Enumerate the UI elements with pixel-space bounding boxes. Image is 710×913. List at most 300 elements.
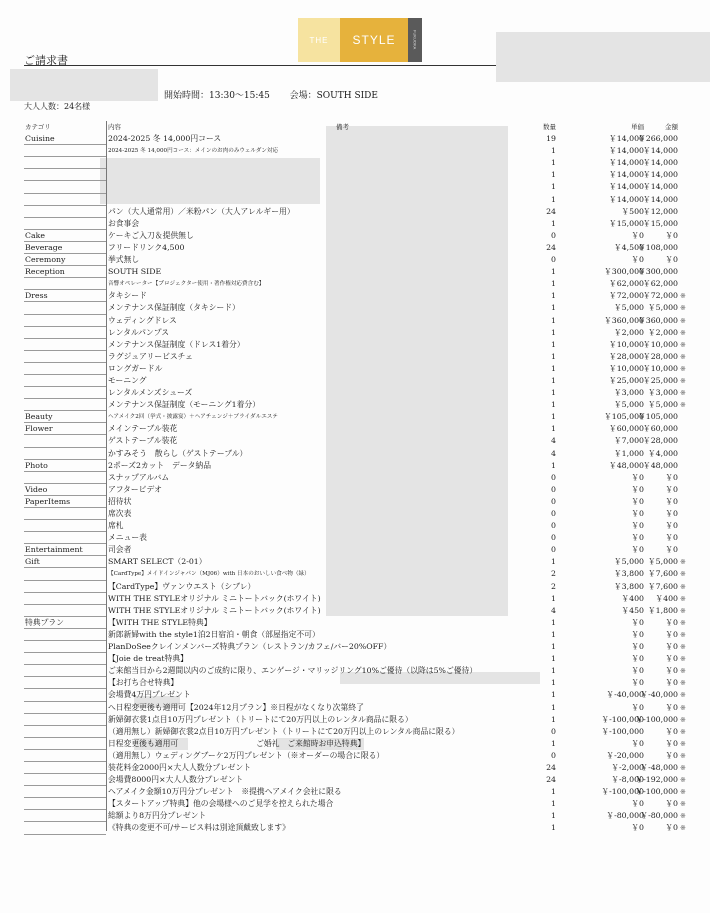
row-unit-price: ￥0: [631, 521, 644, 531]
header-qty: 数量: [543, 123, 556, 131]
row-item: 新郎新婦with the style1泊2日宿泊・朝食（部屋指定不可）: [108, 629, 320, 639]
row-category: [24, 218, 106, 230]
row-amount: ￥0: [665, 823, 678, 833]
row-item: 【CardType】メイドインジャパン（MJ06）with 日本のおいしい食べ物（緑）: [108, 571, 310, 578]
row-unit-price: ￥5,000: [613, 303, 644, 313]
row-qty: 1: [551, 460, 556, 470]
row-unit-price: ￥4,500: [613, 242, 644, 252]
row-unit-price: ￥25,000: [608, 375, 644, 385]
table-row: [24, 230, 690, 242]
row-category: [24, 653, 106, 665]
row-category: [24, 810, 106, 822]
row-mark: ※: [680, 739, 686, 748]
row-unit-price: ￥15,000: [608, 218, 644, 228]
table-row: [24, 351, 690, 363]
row-qty: 1: [551, 617, 556, 627]
row-qty: 1: [551, 738, 556, 748]
row-mark: ※: [680, 727, 686, 736]
row-qty: 1: [551, 315, 556, 325]
table-row: [24, 315, 690, 327]
row-amount: ￥0: [665, 509, 678, 518]
row-item: メンテナンス保証制度（モーニング1着分）: [108, 400, 261, 410]
table-row: [24, 278, 690, 290]
table-row: [24, 327, 690, 339]
row-qty: 1: [551, 267, 556, 277]
row-amount: ￥1,800: [647, 605, 678, 615]
row-category: [24, 315, 106, 327]
row-qty: 1: [551, 388, 556, 398]
row-amount: ￥72,000: [642, 291, 678, 301]
row-item: SOUTH SIDE: [108, 267, 162, 277]
row-category: Video: [24, 484, 106, 496]
row-category: [24, 677, 106, 689]
row-category: [24, 145, 106, 157]
row-qty: 1: [551, 279, 556, 289]
row-item: お食事会: [108, 218, 140, 228]
row-item: 司会者: [108, 545, 132, 555]
row-item: 装花料金2000円×大人人数分プレゼント: [108, 762, 252, 772]
row-unit-price: ￥-100,000: [601, 787, 644, 797]
row-amount: ￥7,600: [647, 569, 678, 579]
row-item: 【WITH THE STYLE特典】: [108, 617, 212, 627]
row-category: [24, 702, 106, 714]
row-category: Gift: [24, 556, 106, 568]
row-qty: 1: [551, 400, 556, 410]
row-amount: ￥0: [665, 702, 678, 712]
row-item: 席次表: [108, 509, 132, 518]
row-unit-price: ￥0: [631, 230, 644, 240]
row-qty: 1: [551, 629, 556, 639]
row-unit-price: ￥0: [631, 533, 644, 543]
row-qty: 1: [551, 291, 556, 301]
row-unit-price: ￥14,000: [608, 182, 644, 192]
row-unit-price: ￥-80,000: [606, 811, 644, 821]
row-unit-price: ￥2,000: [613, 327, 644, 337]
invoice-table: [24, 121, 690, 835]
table-row: [24, 689, 690, 701]
row-mark: ※: [680, 352, 686, 361]
row-unit-price: ￥0: [631, 738, 644, 748]
row-category: [24, 375, 106, 387]
table-row: [24, 181, 690, 193]
row-mark: ※: [680, 594, 686, 603]
row-unit-price: ￥72,000: [608, 291, 644, 301]
row-qty: 1: [551, 327, 556, 337]
row-item: WITH THE STYLEオリジナル ミニトートバック(ホワイト): [108, 605, 321, 615]
row-mark: ※: [680, 751, 686, 760]
row-qty: 0: [551, 545, 556, 555]
row-item: ヘアメイク2回（挙式・披露宴）＋ヘアチェンジ＋ブライダルエステ: [108, 414, 278, 421]
table-row: [24, 302, 690, 314]
row-amount: ￥-100,000: [635, 714, 678, 724]
row-unit-price: ￥1,000: [613, 448, 644, 458]
row-item: パン（大人通常用）／米粉パン（大人アレルギー用）: [108, 206, 295, 216]
row-unit-price: ￥0: [631, 255, 644, 265]
row-mark: ※: [680, 812, 686, 821]
row-category: [24, 194, 106, 206]
header-category: カテゴリ: [25, 123, 51, 131]
row-category: [24, 278, 106, 290]
row-category: 特典プラン: [24, 617, 106, 629]
row-unit-price: ￥0: [631, 654, 644, 664]
row-unit-price: ￥0: [631, 509, 644, 518]
row-amount: ￥0: [665, 738, 678, 748]
row-item: 会場費8000円×大人人数分プレゼント: [108, 775, 244, 785]
redacted-block-header: [496, 32, 710, 82]
row-category: [24, 448, 106, 460]
row-category: [24, 399, 106, 411]
row-category: Cake: [24, 230, 106, 242]
row-amount: ￥5,000: [647, 400, 678, 410]
row-unit-price: ￥60,000: [608, 424, 644, 434]
logo-main: STYLE: [340, 18, 408, 62]
row-item: ウェディングドレス: [108, 315, 177, 325]
row-qty: 1: [551, 194, 556, 204]
row-mark: ※: [680, 364, 686, 373]
row-amount: ￥28,000: [642, 436, 678, 446]
row-unit-price: ￥-40,000: [606, 690, 644, 700]
table-row: [24, 605, 690, 617]
row-qty: 0: [551, 726, 556, 736]
row-amount: ￥266,000: [637, 134, 678, 144]
row-qty: 1: [551, 412, 556, 422]
row-qty: 1: [551, 714, 556, 724]
row-item: レンタルパンプス: [108, 327, 170, 337]
row-item: 会場費4万円プレゼント: [108, 690, 191, 700]
header-note: 備考: [336, 123, 349, 131]
row-qty: 1: [551, 303, 556, 313]
row-qty: 1: [551, 339, 556, 349]
header-unit: 単価: [631, 123, 644, 131]
row-item: フリードリンク4,500: [108, 242, 185, 252]
row-unit-price: ￥500: [621, 206, 644, 216]
row-amount: ￥0: [665, 545, 678, 555]
row-mark: ※: [680, 800, 686, 809]
table-row: [24, 617, 690, 629]
table-row: [24, 218, 690, 230]
row-unit-price: ￥62,000: [608, 279, 644, 289]
table-row: [24, 786, 690, 798]
row-item: 音響オペレーター【プロジェクター使用・著作権対応費含む】: [108, 281, 265, 288]
row-mark: ※: [680, 703, 686, 712]
row-category: [24, 181, 106, 193]
row-amount: ￥0: [665, 666, 678, 676]
row-item: 2024-2025 冬 14,000円コース: [108, 134, 222, 144]
row-qty: 24: [546, 242, 556, 252]
row-mark: ※: [680, 643, 686, 652]
row-unit-price: ￥400: [621, 593, 644, 603]
row-unit-price: ￥14,000: [608, 158, 644, 168]
row-item: ヘアメイク金額10万円分プレゼント ※提携ヘアメイク会社に限る: [108, 787, 342, 797]
row-unit-price: ￥-20,000: [606, 750, 644, 760]
row-qty: 24: [546, 775, 556, 785]
row-amount: ￥0: [665, 255, 678, 265]
row-item: 挙式無し: [108, 255, 140, 265]
row-unit-price: ￥450: [621, 605, 644, 615]
row-category: [24, 714, 106, 726]
row-item: 招待状: [108, 496, 132, 506]
row-amount: ￥-192,000: [635, 775, 678, 785]
row-item: かすみそう 散らし（ゲストテーブル）: [108, 448, 248, 458]
row-amount: ￥0: [665, 642, 678, 652]
row-amount: ￥0: [665, 484, 678, 494]
row-category: [24, 762, 106, 774]
row-mark: ※: [680, 558, 686, 567]
row-qty: 1: [551, 666, 556, 676]
row-unit-price: ￥300,000: [603, 267, 644, 277]
row-qty: 0: [551, 509, 556, 518]
row-category: [24, 568, 106, 580]
row-category: [24, 581, 106, 593]
row-qty: 1: [551, 363, 556, 373]
row-unit-price: ￥5,000: [613, 557, 644, 567]
row-amount: ￥0: [665, 521, 678, 531]
row-item: 【CardType】ヴァンウエスト（シブレ）: [108, 581, 256, 591]
row-unit-price: ￥360,000: [603, 315, 644, 325]
row-unit-price: ￥14,000: [608, 170, 644, 180]
row-category: [24, 750, 106, 762]
row-unit-price: ￥3,800: [613, 581, 644, 591]
row-item: ご来館当日から2週間以内のご成約に限り、エンゲージ・マリッジリング10%ご優待（以降は5%ご優待）: [108, 666, 478, 676]
row-amount: ￥12,000: [642, 206, 678, 216]
logo-side: FUKUOKA: [408, 18, 422, 62]
row-qty: 24: [546, 762, 556, 772]
table-row: [24, 581, 690, 593]
row-category: [24, 738, 106, 750]
row-amount: ￥0: [665, 726, 678, 736]
row-qty: 0: [551, 750, 556, 760]
row-category: [24, 157, 106, 169]
row-qty: 2: [551, 569, 556, 579]
style-logo: [298, 18, 422, 62]
table-row: [24, 399, 690, 411]
table-row: [24, 423, 690, 435]
row-mark: ※: [680, 389, 686, 398]
row-amount: ￥62,000: [642, 279, 678, 289]
row-qty: 0: [551, 230, 556, 240]
row-category: [24, 605, 106, 617]
row-category: [24, 786, 106, 798]
row-qty: 1: [551, 811, 556, 821]
row-qty: 0: [551, 533, 556, 543]
row-mark: ※: [680, 376, 686, 385]
row-category: [24, 532, 106, 544]
table-row: [24, 714, 690, 726]
row-item: タキシード: [108, 291, 147, 301]
table-row: [24, 375, 690, 387]
row-item: 新婦御衣裳1点目10万円プレゼント（トリートにて20万円以上のレンタル商品に限る）: [108, 714, 413, 724]
row-category: Flower: [24, 423, 106, 435]
row-unit-price: ￥48,000: [608, 460, 644, 470]
row-qty: 1: [551, 182, 556, 192]
table-row: [24, 169, 690, 181]
row-amount: ￥0: [665, 750, 678, 760]
row-category: [24, 339, 106, 351]
row-amount: ￥0: [665, 496, 678, 506]
table-row: [24, 726, 690, 738]
row-item: WITH THE STYLEオリジナル ミニトートバック(ホワイト): [108, 593, 321, 603]
table-row: [24, 822, 690, 834]
table-row: [24, 520, 690, 532]
table-row: [24, 290, 690, 302]
row-amount: ￥0: [665, 533, 678, 543]
table-row: [24, 435, 690, 447]
table-header: [24, 121, 690, 133]
row-mark: ※: [680, 691, 686, 700]
start-time: 開始時間：13:30～15:45: [164, 91, 270, 101]
row-unit-price: ￥3,000: [613, 388, 644, 398]
row-qty: 1: [551, 146, 556, 156]
row-qty: 4: [551, 605, 556, 615]
row-amount: ￥14,000: [642, 146, 678, 156]
row-amount: ￥5,000: [647, 303, 678, 313]
row-amount: ￥14,000: [642, 194, 678, 204]
row-amount: ￥300,000: [637, 267, 678, 277]
row-category: Beauty: [24, 411, 106, 423]
row-item: 《特典の変更不可/サービス料は別途頂戴致します》: [108, 823, 290, 833]
row-qty: 24: [546, 206, 556, 216]
row-category: [24, 327, 106, 339]
row-qty: 0: [551, 496, 556, 506]
row-item: ゲストテーブル装花: [108, 436, 178, 446]
table-body: [24, 133, 690, 834]
table-row: [24, 677, 690, 689]
row-mark: ※: [680, 618, 686, 627]
row-category: [24, 641, 106, 653]
table-row: [24, 387, 690, 399]
row-unit-price: ￥0: [631, 629, 644, 639]
row-unit-price: ￥5,000: [613, 400, 644, 410]
row-qty: 1: [551, 351, 556, 361]
row-unit-price: ￥105,000: [603, 412, 644, 422]
table-row: [24, 762, 690, 774]
row-qty: 1: [551, 654, 556, 664]
row-item: メニュー表: [108, 533, 147, 543]
row-amount: ￥0: [665, 654, 678, 664]
row-item: メンテナンス保証制度（タキシード）: [108, 303, 240, 313]
row-mark: ※: [680, 630, 686, 639]
row-unit-price: ￥14,000: [608, 194, 644, 204]
row-category: [24, 689, 106, 701]
row-category: [24, 363, 106, 375]
row-item: 2ポーズ2カット データ納品: [108, 460, 212, 470]
row-unit-price: ￥-100,000: [601, 726, 644, 736]
row-amount: ￥-80,000: [640, 811, 678, 821]
row-mark: ※: [680, 763, 686, 772]
row-category: Ceremony: [24, 254, 106, 266]
row-item: スナップアルバム: [108, 472, 170, 482]
row-mark: ※: [680, 570, 686, 579]
row-mark: ※: [680, 582, 686, 591]
row-mark: ※: [680, 824, 686, 833]
row-amount: ￥0: [665, 629, 678, 639]
table-row: [24, 702, 690, 714]
row-amount: ￥4,000: [647, 448, 678, 458]
row-category: PaperItems: [24, 496, 106, 508]
table-row: [24, 774, 690, 786]
row-amount: ￥-40,000: [640, 690, 678, 700]
row-mark: ※: [680, 606, 686, 615]
table-row: [24, 460, 690, 472]
table-row: [24, 206, 690, 218]
row-category: [24, 774, 106, 786]
row-mark: ※: [680, 715, 686, 724]
row-unit-price: ￥0: [631, 617, 644, 627]
row-category: [24, 387, 106, 399]
row-amount: ￥0: [665, 617, 678, 627]
table-row: [24, 484, 690, 496]
table-row: [24, 665, 690, 677]
row-category: Beverage: [24, 242, 106, 254]
row-amount: ￥105,000: [637, 412, 678, 422]
guest-count: 大人人数：24名様: [24, 102, 91, 111]
row-qty: 1: [551, 702, 556, 712]
row-amount: ￥7,600: [647, 581, 678, 591]
row-qty: 1: [551, 158, 556, 168]
row-qty: 4: [551, 448, 556, 458]
event-meta: [164, 88, 378, 101]
row-amount: ￥10,000: [642, 363, 678, 373]
row-amount: ￥-100,000: [635, 787, 678, 797]
row-qty: 1: [551, 218, 556, 228]
table-row: [24, 145, 690, 157]
row-category: [24, 472, 106, 484]
row-mark: ※: [680, 655, 686, 664]
row-category: [24, 822, 106, 834]
row-amount: ￥5,000: [647, 557, 678, 567]
row-qty: 1: [551, 642, 556, 652]
row-unit-price: ￥0: [631, 484, 644, 494]
row-qty: 2: [551, 581, 556, 591]
row-amount: ￥48,000: [642, 460, 678, 470]
row-amount: ￥14,000: [642, 158, 678, 168]
row-unit-price: ￥14,000: [608, 134, 644, 144]
row-unit-price: ￥-8,000: [611, 775, 644, 785]
row-category: [24, 351, 106, 363]
row-amount: ￥2,000: [647, 327, 678, 337]
row-category: [24, 665, 106, 677]
table-row: [24, 242, 690, 254]
row-qty: 0: [551, 484, 556, 494]
table-row: [24, 750, 690, 762]
row-item: ケーキご入刀＆提供無し: [108, 230, 194, 240]
row-qty: 0: [551, 521, 556, 531]
table-row: [24, 544, 690, 556]
row-category: [24, 206, 106, 218]
row-amount: ￥25,000: [642, 375, 678, 385]
row-mark: ※: [680, 316, 686, 325]
row-mark: ※: [680, 401, 686, 410]
table-row: [24, 194, 690, 206]
table-row: [24, 738, 690, 750]
row-mark: ※: [680, 679, 686, 688]
row-item: 2024-2025 冬 14,000円コース：メインのお肉のみウェルダン対応: [108, 148, 279, 155]
table-row: [24, 133, 690, 145]
row-unit-price: ￥-2,000: [611, 762, 644, 772]
table-row: [24, 508, 690, 520]
logo-small: THE: [298, 18, 340, 62]
row-unit-price: ￥0: [631, 666, 644, 676]
row-unit-price: ￥3,800: [613, 569, 644, 579]
row-item: PlanDoSeeクレインメンバーズ特典プラン（レストラン/カフェ/バー20%OFF）: [108, 642, 392, 652]
row-qty: 1: [551, 690, 556, 700]
row-qty: 1: [551, 799, 556, 809]
row-qty: 1: [551, 678, 556, 688]
row-amount: ￥0: [665, 230, 678, 240]
table-row: [24, 363, 690, 375]
row-item: 席札: [108, 521, 124, 531]
row-mark: ※: [680, 667, 686, 676]
